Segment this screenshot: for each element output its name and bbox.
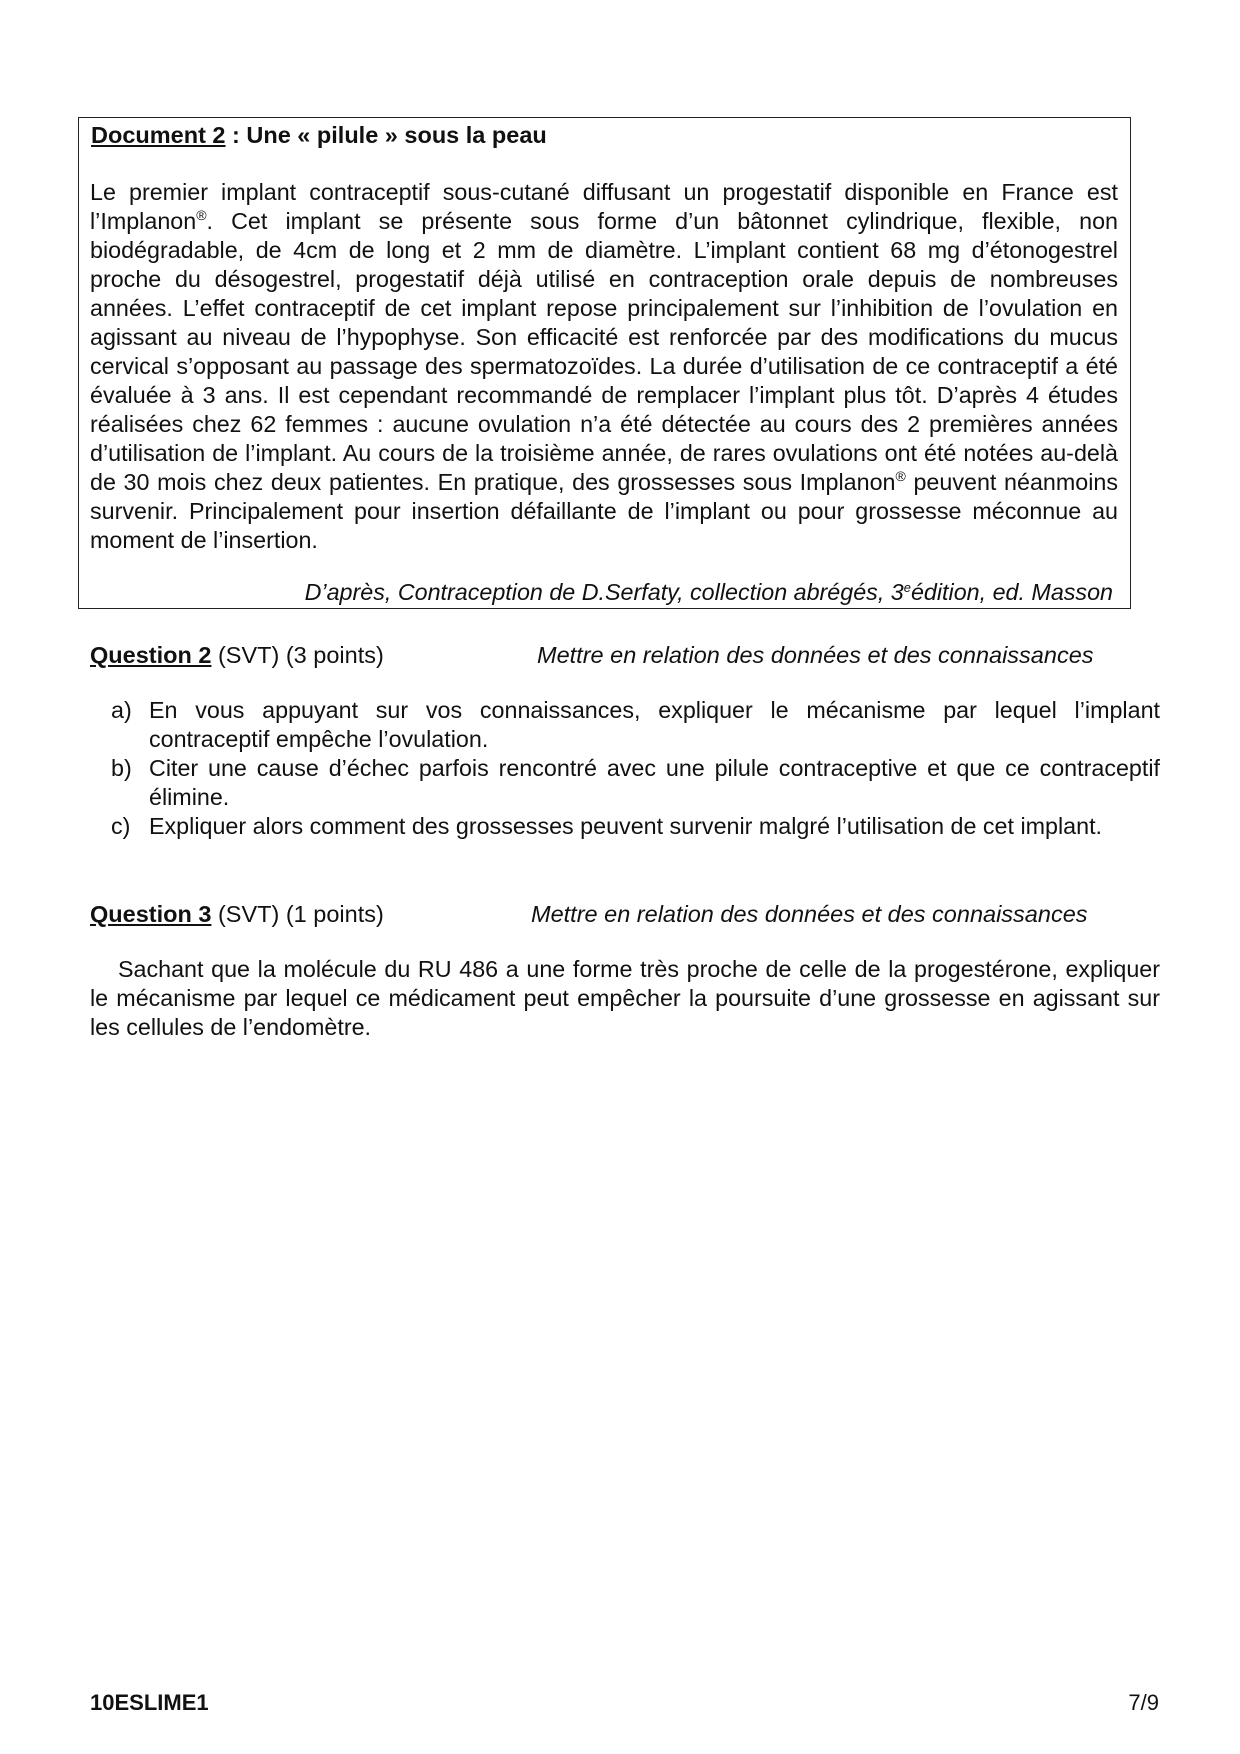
- question-2-meta: (SVT) (3 points): [211, 642, 384, 668]
- item-letter: b): [111, 755, 132, 781]
- question-2-skill: Mettre en relation des données et des connaissances: [537, 642, 1094, 668]
- document-2-box: [78, 117, 1131, 609]
- list-item: [90, 696, 1160, 754]
- item-text: Expliquer alors comment des grossesses peuvent survenir malgré l’utilisation de cet implant.: [149, 813, 1103, 839]
- document-body: [90, 178, 1118, 555]
- document-body-part-1: Le premier implant contraceptif sous-cutané diffusant un progestatif disponible en France est l’Implanon: [90, 179, 1118, 234]
- document-body-part-3: peuvent néanmoins survenir. Principalement pour insertion défaillante de l’implant ou pour grossesse méconnue au moment de l’insertion.: [90, 469, 1118, 553]
- list-item: [90, 812, 1160, 841]
- document-source: [305, 577, 1113, 607]
- document-label: Document 2: [91, 122, 226, 148]
- page-number: 7/9: [1128, 1690, 1159, 1715]
- question-3-skill: Mettre en relation des données et des connaissances: [531, 901, 1088, 927]
- question-2-header: [90, 640, 1130, 670]
- question-2-label: Question 2: [90, 642, 212, 668]
- question-3-meta: (SVT) (1 points): [211, 901, 384, 927]
- document-body-part-2: . Cet implant se présente sous forme d’un bâtonnet cylindrique, flexible, non biodégradable, de 4cm de long et 2 mm de diamètre. L’implant contient 68 mg d’étonogestrel proche du désogestrel, progestatif déjà utilisé en contraception orale depuis de nombreuses années. L’effet contraceptif de cet implant repose principalement sur l’inhibition de l’ovulation en agissant au niveau de l’hypophyse. Son efficacité est renforcée par des modifications du mucus cervical s’opposant au passage des spermatozoïdes. La durée d’utilisation de ce contraceptif a été évaluée à 3 ans. Il est cependant recommandé de remplacer l’implant plus tôt. D’après 4 études réalisées chez 62 femmes : aucune ovulation n’a été détectée au cours des 2 premières années d’utilisation de l’implant. Au cours de la troisième année, de rares ovulations ont été notées au-delà de 30 mois chez deux patientes. En pratique, des grossesses sous Implanon: [90, 208, 1118, 495]
- question-3-header: [90, 899, 1130, 929]
- registered-mark: ®: [895, 468, 906, 484]
- item-text: Citer une cause d’échec parfois rencontré avec une pilule contraceptive et que ce contraceptif élimine.: [149, 755, 1160, 810]
- item-text: En vous appuyant sur vos connaissances, expliquer le mécanisme par lequel l’implant contraceptif empêche l’ovulation.: [149, 697, 1160, 752]
- document-title: [91, 120, 547, 150]
- item-letter: c): [111, 813, 131, 839]
- document-title-text: : Une « pilule » sous la peau: [225, 122, 547, 148]
- footer-code: 10ESLIME1: [90, 1690, 209, 1715]
- item-letter: a): [111, 697, 132, 723]
- list-item: [90, 754, 1160, 812]
- question-3-text: Sachant que la molécule du RU 486 a une forme très proche de celle de la progestérone, expliquer le mécanisme par lequel ce médicament peut empêcher la poursuite d’une grossesse en agissant sur les cellules de l’endomètre.: [90, 956, 1160, 1040]
- source-superscript: e: [903, 580, 911, 595]
- registered-mark: ®: [196, 207, 207, 223]
- source-text-a: D’après, Contraception de D.Serfaty, collection abrégés, 3: [304, 579, 904, 605]
- question-2-list: [90, 696, 1160, 841]
- question-3-label: Question 3: [90, 901, 212, 927]
- source-text-b: édition, ed. Masson: [910, 579, 1113, 605]
